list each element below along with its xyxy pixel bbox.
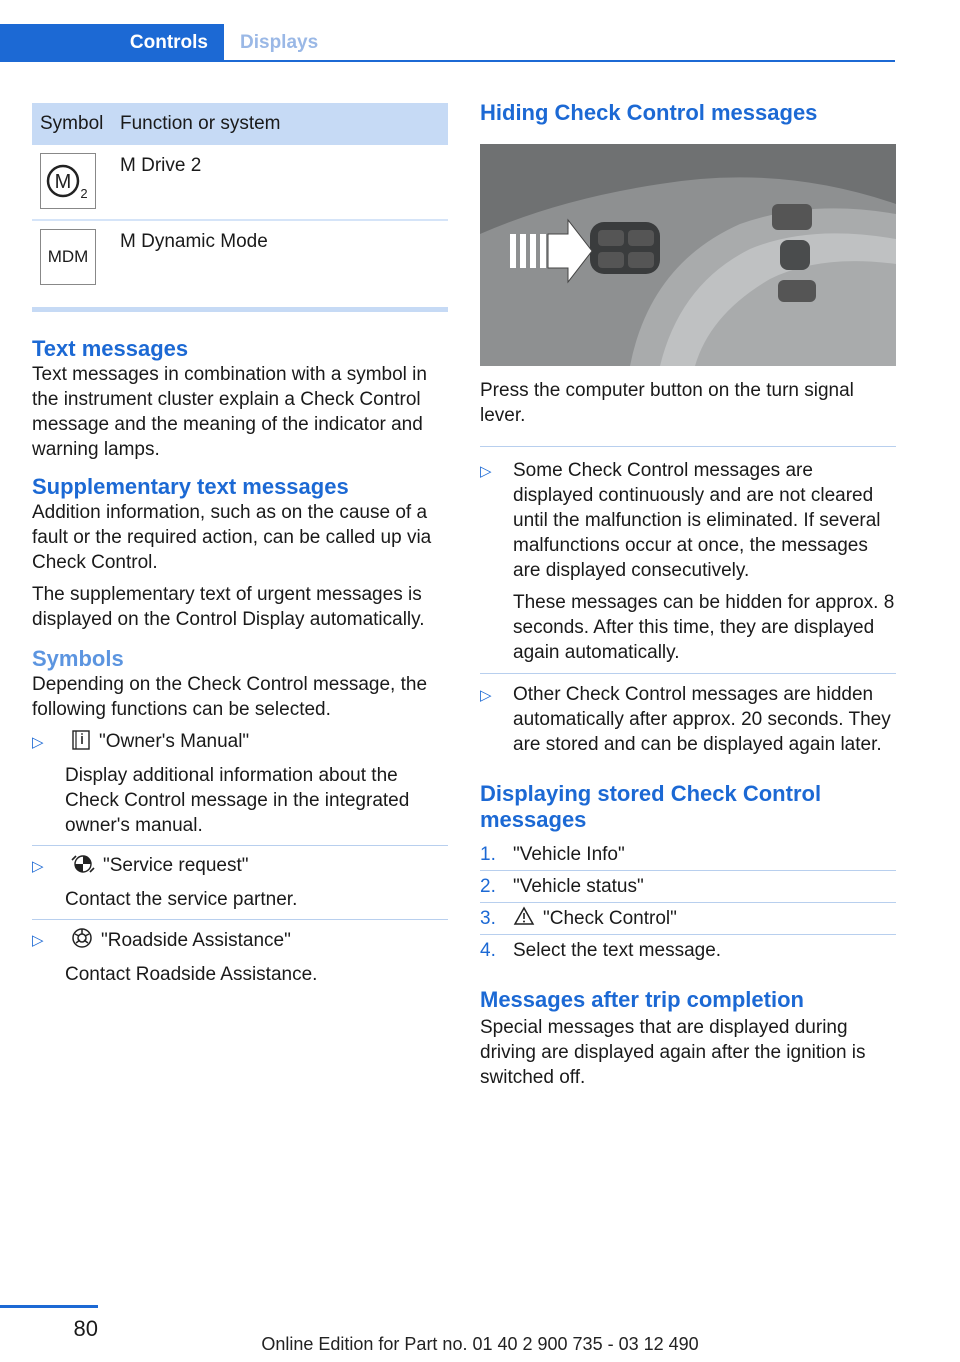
supplementary-p1: Addition information, such as on the cause of a fault or the required action, can be called up via Check Control. bbox=[32, 502, 432, 573]
hiding-bullet-1: Some Check Control messages are displayed continuously and are not cleared until the malfunction is eliminated. If several malfunctions occur at once, the messages are displayed consecutively. bbox=[513, 460, 881, 581]
book-icon bbox=[71, 730, 91, 757]
owners-manual-label: "Owner's Manual" bbox=[99, 731, 250, 752]
step-text: "Vehicle status" bbox=[513, 876, 644, 897]
table-end-rule bbox=[32, 307, 448, 312]
symbols-list bbox=[32, 729, 448, 987]
page-header bbox=[0, 0, 960, 62]
list-item bbox=[32, 927, 448, 987]
step-text: "Check Control" bbox=[543, 908, 677, 929]
step-text: Select the text message. bbox=[513, 940, 722, 961]
page-number: 80 bbox=[73, 1316, 98, 1341]
mdm-icon bbox=[40, 229, 96, 285]
triangle-bullet-icon: ▷ bbox=[480, 687, 492, 704]
list-item bbox=[480, 458, 896, 665]
svg-text:M: M bbox=[54, 171, 72, 193]
text-messages-body: Text messages in combination with a symbol in the instrument cluster explain a Check Control message and the meaning of the indicator and warning lamps. bbox=[32, 364, 427, 460]
displaying-heading: Displaying stored Check Control messages bbox=[480, 781, 822, 832]
edition-note: Online Edition for Part no. 01 40 2 900 735 - 03 12 490 bbox=[261, 1334, 699, 1354]
m-dynamic-mode-label: M Dynamic Mode bbox=[120, 231, 268, 252]
step-number: 4. bbox=[480, 940, 496, 961]
list-item bbox=[32, 729, 448, 838]
trip-body: Special messages that are displayed during driving are displayed again after the ignition is switched off. bbox=[480, 1017, 866, 1088]
triangle-bullet-icon: ▷ bbox=[480, 463, 492, 480]
table-header bbox=[32, 103, 448, 145]
col-symbol-header: Symbol bbox=[40, 113, 104, 134]
steering-wheel-photo bbox=[480, 144, 896, 366]
roadside-assistance-label: "Roadside Assistance" bbox=[101, 930, 291, 951]
displaying-steps bbox=[480, 839, 896, 967]
tab-displays[interactable]: Displays bbox=[240, 32, 319, 53]
step-text: "Vehicle Info" bbox=[513, 844, 625, 865]
service-request-desc: Contact the service partner. bbox=[65, 889, 298, 910]
m-drive-2-label: M Drive 2 bbox=[120, 155, 202, 176]
symbol-table bbox=[32, 103, 448, 312]
svg-text:2: 2 bbox=[80, 186, 88, 201]
triangle-bullet-icon: ▷ bbox=[32, 932, 44, 949]
symbols-intro: Depending on the Check Control message, the following functions can be selected. bbox=[32, 674, 428, 720]
owners-manual-desc: Display additional information about the Check Control message in the integrated owner's manual. bbox=[65, 765, 410, 836]
divider bbox=[32, 919, 448, 920]
left-column bbox=[32, 103, 448, 987]
divider bbox=[32, 845, 448, 846]
right-column bbox=[480, 100, 896, 1090]
list-item bbox=[480, 682, 896, 757]
warning-triangle-icon bbox=[513, 906, 535, 933]
divider bbox=[480, 673, 896, 674]
supplementary-p2: The supplementary text of urgent messages is displayed on the Control Display automatically. bbox=[32, 584, 425, 630]
mdm-icon-text: MDM bbox=[47, 247, 89, 266]
tab-controls[interactable]: Controls bbox=[0, 24, 224, 62]
symbols-heading: Symbols bbox=[32, 646, 124, 671]
bmw-service-icon bbox=[71, 854, 95, 881]
hiding-caption: Press the computer button on the turn signal lever. bbox=[480, 380, 854, 426]
list-item bbox=[480, 839, 896, 871]
triangle-bullet-icon: ▷ bbox=[32, 858, 44, 875]
header-rule bbox=[0, 60, 895, 62]
table-row bbox=[32, 145, 448, 221]
step-number: 2. bbox=[480, 876, 496, 897]
supplementary-heading: Supplementary text messages bbox=[32, 474, 349, 499]
col-function-header: Function or system bbox=[120, 113, 281, 134]
list-item bbox=[480, 871, 896, 903]
hiding-bullet-2: Other Check Control messages are hidden automatically after approx. 20 seconds. They are stored and can be displayed again later. bbox=[513, 684, 891, 755]
step-number: 3. bbox=[480, 908, 496, 929]
text-messages-heading: Text messages bbox=[32, 336, 189, 361]
hiding-bullet-1-extra: These messages can be hidden for approx. 8 seconds. After this time, they are displayed again automatically. bbox=[513, 592, 895, 663]
list-item bbox=[480, 903, 896, 935]
triangle-bullet-icon: ▷ bbox=[32, 734, 44, 751]
m-drive-2-icon bbox=[40, 153, 96, 209]
list-item bbox=[480, 935, 896, 967]
roadside-assistance-icon bbox=[71, 927, 93, 956]
trip-heading: Messages after trip completion bbox=[480, 987, 804, 1012]
footer-rule bbox=[0, 1305, 98, 1308]
divider bbox=[480, 446, 896, 447]
table-row bbox=[32, 221, 448, 297]
step-number: 1. bbox=[480, 844, 496, 865]
list-item bbox=[32, 853, 448, 912]
hiding-heading: Hiding Check Control messages bbox=[480, 100, 818, 125]
service-request-label: "Service request" bbox=[103, 855, 249, 876]
roadside-assistance-desc: Contact Roadside Assistance. bbox=[65, 964, 318, 985]
